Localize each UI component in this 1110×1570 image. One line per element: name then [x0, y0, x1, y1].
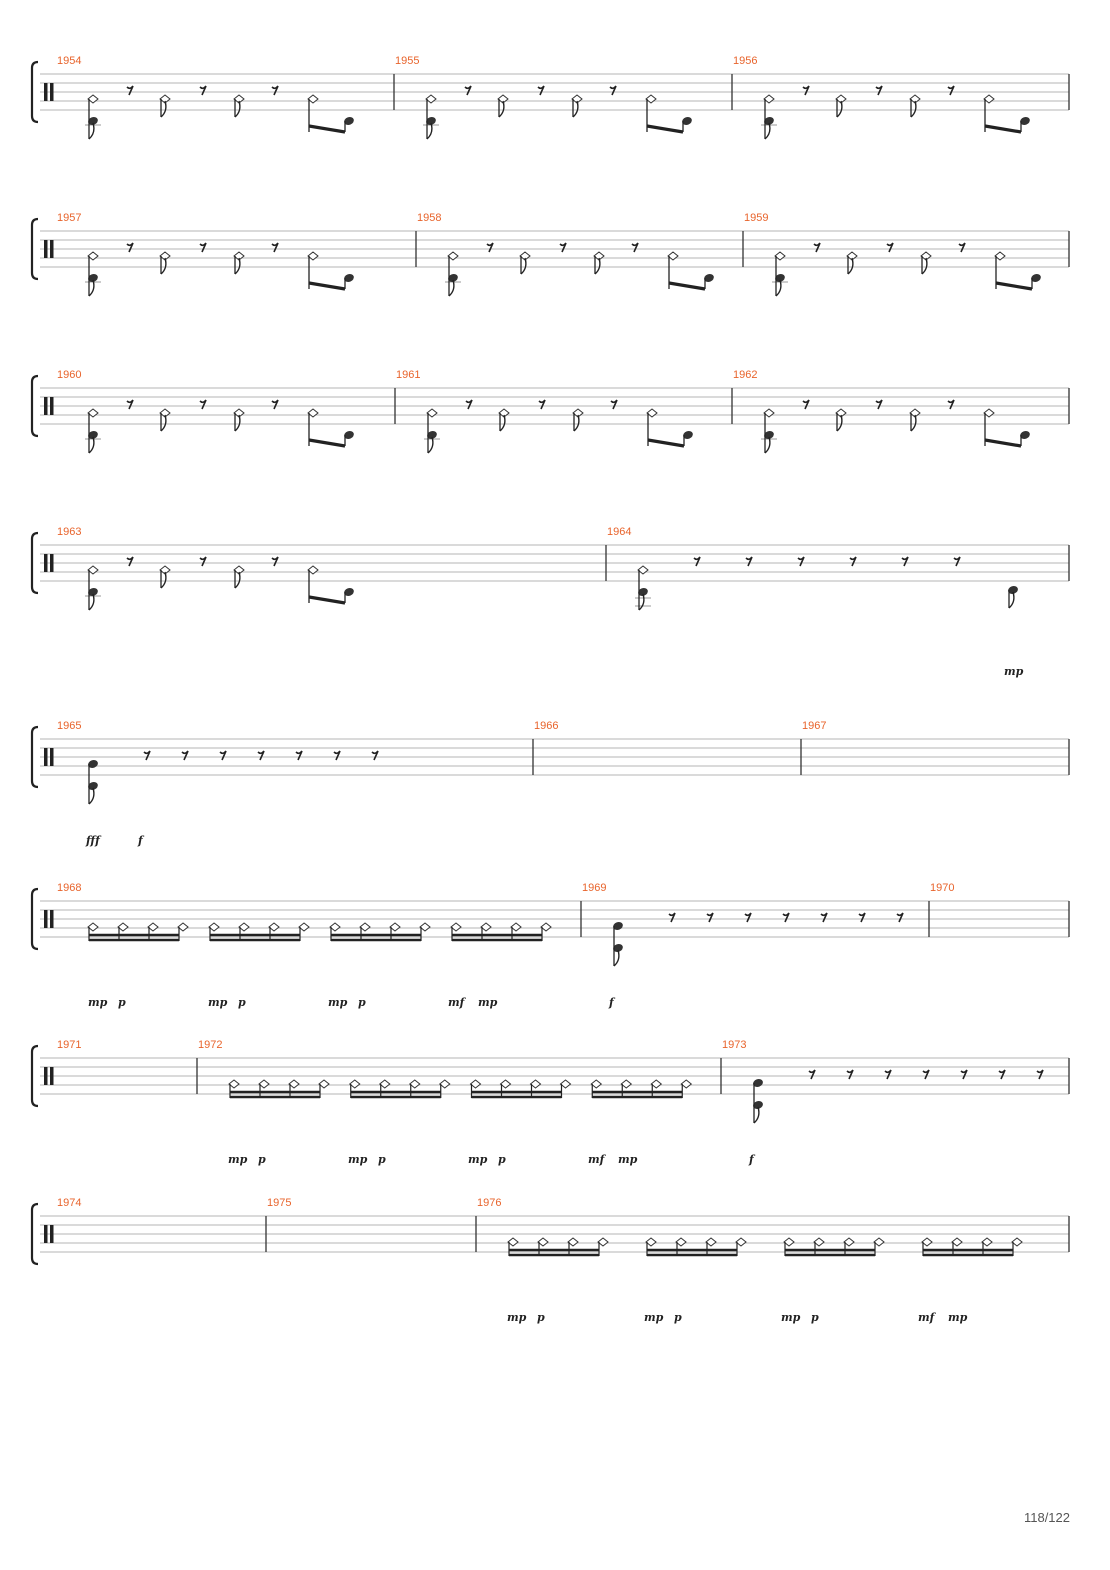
measure-number: 1964 — [607, 526, 632, 538]
eighth-rest — [144, 751, 150, 760]
note-flag — [911, 101, 916, 117]
dynamic-marking: f — [749, 1153, 754, 1166]
eighth-rest — [272, 243, 278, 252]
staff-system — [32, 526, 1069, 678]
percussion-clef — [50, 748, 54, 766]
measure-number: 1967 — [802, 720, 827, 732]
eighth-rest — [885, 1070, 891, 1079]
note-flag — [595, 258, 600, 274]
note-flag — [521, 258, 526, 274]
eighth-rest — [961, 1070, 967, 1079]
system-bracket — [32, 889, 38, 949]
eighth-rest — [539, 400, 545, 409]
dynamic-marking: fff — [86, 834, 100, 847]
eighth-rest — [803, 400, 809, 409]
system-bracket — [32, 1046, 38, 1106]
eighth-rest — [876, 400, 882, 409]
staff-system — [32, 212, 1069, 296]
measure-number: 1975 — [267, 1197, 292, 1209]
eighth-rest — [948, 86, 954, 95]
system-bracket — [32, 219, 38, 279]
measure-number: 1973 — [722, 1039, 747, 1051]
percussion-clef — [44, 397, 48, 415]
staff-system — [32, 720, 1069, 847]
percussion-clef — [50, 397, 54, 415]
system-bracket — [32, 727, 38, 787]
eighth-rest — [1037, 1070, 1043, 1079]
eighth-rest — [127, 400, 133, 409]
dynamic-marking: mp — [208, 996, 228, 1009]
eighth-rest — [632, 243, 638, 252]
dynamic-marking: p — [811, 1311, 819, 1324]
staff-system — [32, 55, 1069, 139]
dynamic-marking: mp — [781, 1311, 801, 1324]
note-flag — [837, 101, 842, 117]
eighth-rest — [272, 400, 278, 409]
dynamic-marking: mf — [918, 1311, 935, 1324]
eighth-rest — [850, 557, 856, 566]
note-beam — [647, 126, 683, 132]
percussion-clef — [44, 910, 48, 928]
note-beam — [309, 597, 345, 603]
note-flag — [235, 101, 240, 117]
staff-system — [32, 1197, 1069, 1324]
dynamic-marking: mp — [618, 1153, 638, 1166]
dynamic-marking: mp — [507, 1311, 527, 1324]
note-flag — [161, 415, 166, 431]
eighth-rest — [954, 557, 960, 566]
note-flag — [574, 415, 579, 431]
dynamic-marking: p — [258, 1153, 266, 1166]
eighth-rest — [876, 86, 882, 95]
measure-number: 1974 — [57, 1197, 82, 1209]
note-flag — [499, 101, 504, 117]
note-flag — [754, 1107, 759, 1123]
percussion-clef — [44, 240, 48, 258]
note-beam — [648, 440, 684, 446]
note-flag — [500, 415, 505, 431]
eighth-rest — [887, 243, 893, 252]
measure-number: 1959 — [744, 212, 769, 224]
eighth-rest — [814, 243, 820, 252]
eighth-rest — [272, 86, 278, 95]
eighth-rest — [859, 913, 865, 922]
dynamic-marking: mp — [1004, 665, 1024, 678]
eighth-rest — [538, 86, 544, 95]
note-flag — [639, 594, 644, 610]
note-flag — [911, 415, 916, 431]
note-flag — [161, 258, 166, 274]
eighth-rest — [127, 86, 133, 95]
dynamic-marking: p — [118, 996, 126, 1009]
measure-number: 1956 — [733, 55, 758, 67]
measure-number: 1957 — [57, 212, 82, 224]
note-flag — [573, 101, 578, 117]
dynamic-marking: mp — [328, 996, 348, 1009]
note-flag — [1009, 592, 1014, 608]
dynamic-marking: p — [537, 1311, 545, 1324]
dynamic-marking: mf — [588, 1153, 605, 1166]
dynamic-marking: p — [378, 1153, 386, 1166]
eighth-rest — [783, 913, 789, 922]
dynamic-marking: p — [674, 1311, 682, 1324]
eighth-rest — [200, 86, 206, 95]
dynamic-marking: mf — [448, 996, 465, 1009]
dynamic-marking: mp — [468, 1153, 488, 1166]
percussion-clef — [50, 83, 54, 101]
dynamic-marking: p — [498, 1153, 506, 1166]
eighth-rest — [372, 751, 378, 760]
note-beam — [996, 283, 1032, 289]
eighth-rest — [809, 1070, 815, 1079]
eighth-rest — [220, 751, 226, 760]
measure-number: 1968 — [57, 882, 82, 894]
percussion-clef — [44, 554, 48, 572]
note-flag — [848, 258, 853, 274]
eighth-rest — [127, 557, 133, 566]
eighth-rest — [897, 913, 903, 922]
page-number: 118/122 — [1023, 1510, 1070, 1525]
percussion-clef — [50, 1225, 54, 1243]
eighth-rest — [694, 557, 700, 566]
note-flag — [614, 950, 619, 966]
dynamic-marking: mp — [478, 996, 498, 1009]
note-beam — [669, 283, 705, 289]
dynamic-marking: f — [609, 996, 614, 1009]
percussion-clef — [50, 910, 54, 928]
system-bracket — [32, 1204, 38, 1264]
measure-number: 1962 — [733, 369, 758, 381]
measure-number: 1955 — [395, 55, 420, 67]
system-bracket — [32, 533, 38, 593]
eighth-rest — [296, 751, 302, 760]
note-beam — [985, 126, 1021, 132]
eighth-rest — [487, 243, 493, 252]
note-flag — [837, 415, 842, 431]
dynamic-marking: mp — [228, 1153, 248, 1166]
note-flag — [235, 572, 240, 588]
eighth-rest — [902, 557, 908, 566]
eighth-rest — [798, 557, 804, 566]
eighth-rest — [999, 1070, 1005, 1079]
note-flag — [89, 788, 94, 804]
eighth-rest — [258, 751, 264, 760]
percussion-clef — [50, 554, 54, 572]
note-beam — [985, 440, 1021, 446]
note-flag — [922, 258, 927, 274]
note-beam — [309, 126, 345, 132]
eighth-rest — [200, 400, 206, 409]
eighth-rest — [611, 400, 617, 409]
note-beam — [309, 440, 345, 446]
eighth-rest — [466, 400, 472, 409]
measure-number: 1966 — [534, 720, 559, 732]
percussion-clef — [44, 83, 48, 101]
staff-system — [32, 369, 1069, 453]
dynamic-marking: mp — [644, 1311, 664, 1324]
note-flag — [161, 101, 166, 117]
measure-number: 1958 — [417, 212, 442, 224]
system-bracket — [32, 376, 38, 436]
note-flag — [161, 572, 166, 588]
dynamic-marking: mp — [948, 1311, 968, 1324]
measure-number: 1960 — [57, 369, 82, 381]
note-flag — [235, 415, 240, 431]
percussion-clef — [44, 748, 48, 766]
dynamic-marking: p — [358, 996, 366, 1009]
eighth-rest — [707, 913, 713, 922]
dynamic-marking: mp — [88, 996, 108, 1009]
measure-number: 1963 — [57, 526, 82, 538]
dynamic-marking: mp — [348, 1153, 368, 1166]
eighth-rest — [803, 86, 809, 95]
eighth-rest — [200, 243, 206, 252]
note-beam — [309, 283, 345, 289]
percussion-clef — [44, 1067, 48, 1085]
eighth-rest — [610, 86, 616, 95]
eighth-rest — [669, 913, 675, 922]
system-bracket — [32, 62, 38, 122]
eighth-rest — [127, 243, 133, 252]
percussion-clef — [50, 1067, 54, 1085]
percussion-clef — [44, 1225, 48, 1243]
measure-number: 1972 — [198, 1039, 223, 1051]
eighth-rest — [847, 1070, 853, 1079]
eighth-rest — [200, 557, 206, 566]
eighth-rest — [334, 751, 340, 760]
note-flag — [235, 258, 240, 274]
eighth-rest — [745, 913, 751, 922]
staff-system — [32, 882, 1069, 1009]
eighth-rest — [746, 557, 752, 566]
measure-number: 1954 — [57, 55, 82, 67]
dynamic-marking: p — [238, 996, 246, 1009]
measure-number: 1970 — [930, 882, 955, 894]
measure-number: 1961 — [396, 369, 421, 381]
eighth-rest — [948, 400, 954, 409]
eighth-rest — [923, 1070, 929, 1079]
measure-number: 1971 — [57, 1039, 82, 1051]
eighth-rest — [959, 243, 965, 252]
measure-number: 1976 — [477, 1197, 502, 1209]
percussion-clef — [50, 240, 54, 258]
eighth-rest — [560, 243, 566, 252]
dynamic-marking: f — [138, 834, 143, 847]
staff-system — [32, 1039, 1069, 1166]
measure-number: 1965 — [57, 720, 82, 732]
eighth-rest — [272, 557, 278, 566]
eighth-rest — [182, 751, 188, 760]
eighth-rest — [465, 86, 471, 95]
measure-number: 1969 — [582, 882, 607, 894]
eighth-rest — [821, 913, 827, 922]
